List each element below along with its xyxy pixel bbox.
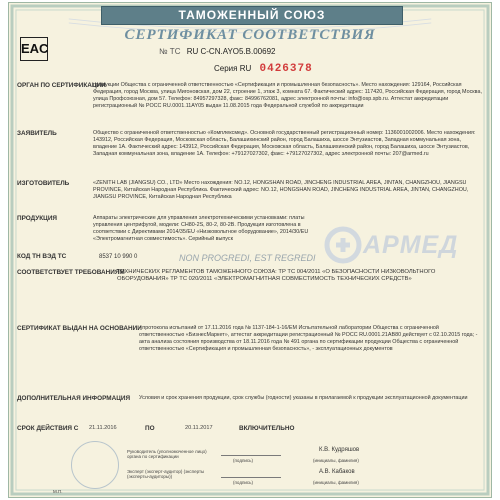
valid-from-date: 21.11.2016	[89, 425, 117, 431]
expert-sig-hint: (подпись)	[233, 480, 254, 485]
seal	[71, 441, 119, 489]
tnved-code: 8537 10 990 0	[99, 254, 138, 260]
applicant-label: ЗАЯВИТЕЛЬ	[17, 130, 57, 137]
basis-label: СЕРТИФИКАТ ВЫДАН НА ОСНОВАНИИ	[17, 325, 142, 332]
valid-from-label: СРОК ДЕЙСТВИЯ С	[17, 425, 79, 432]
product-text: Аппараты электрические для управления электротехническими установками: платы управления центрифугой, модели: CH80-2S, 80-2, 80-2B. Продукция изготовлена в соответствии с Директивами 2014/35/EU «Низковольтное оборудование», 2014/30/EU «Электромагнитная совместимость». Серийный выпуск	[93, 215, 309, 242]
number-label: № ТС	[159, 47, 181, 56]
head-name-hint: (инициалы, фамилия)	[313, 458, 359, 463]
expert-signature-line	[221, 477, 281, 478]
expert-name-hint: (инициалы, фамилия)	[313, 480, 359, 485]
customs-union-banner: ТАМОЖЕННЫЙ СОЮЗ	[101, 6, 403, 25]
manufacturer-label: ИЗГОТОВИТЕЛЬ	[17, 180, 70, 187]
eac-mark: EAC	[20, 37, 48, 61]
expert-name: А.В. Кабаков	[319, 469, 355, 475]
additional-label: ДОПОЛНИТЕЛЬНАЯ ИНФОРМАЦИЯ	[17, 395, 131, 402]
requirements-label: СООТВЕТСТВУЕТ ТРЕБОВАНИЯМ	[17, 269, 125, 276]
product-label: ПРОДУКЦИЯ	[17, 215, 58, 222]
head-sig-hint: (подпись)	[233, 458, 254, 463]
head-label: Руководитель (уполномоченное лицо) органа по сертификации	[127, 449, 207, 459]
certificate-series	[214, 63, 313, 75]
inclusive-label: ВКЛЮЧИТЕЛЬНО	[239, 425, 295, 432]
certificate-number	[159, 47, 275, 56]
mp-label: М.П.	[53, 489, 63, 494]
series-label: Серия RU	[214, 64, 252, 73]
cert-body-label: ОРГАН ПО СЕРТИФИКАЦИИ	[17, 82, 106, 89]
motto: NON PROGREDI, EST REGREDI	[179, 253, 316, 263]
basis-text: - протокола испытаний от 17.11.2016 года № 1137-184-1-16/ЕМ Испытательной лаборатории Общества с ограниченной ответственностью «БизнесМаркет», аттестат аккредитации регистрационный № POCC RU.0001.21АВ80 действует с 02.10.2015 года; - акта анализа состояния производства от 18.11.2016 года № 491 органа по сертификации продукции Общества с ограниченной ответственностью «Сертификация и промышленная безопасность», - эксплуатационных документов	[139, 325, 478, 352]
certificate-title: СЕРТИФИКАТ СООТВЕТСТВИЯ	[124, 27, 376, 43]
cert-body-text: продукции Общества с ограниченной ответственностью «Сертификация и промышленная безопасность». Место нахождения: 129164, Российская Федерация, город Москва, улица Мигоновская, дом 22, строение 1, этаж 3, комната 67. Фактический адрес: 117420, Российская Федерация, город Москва, улица Профсоюзная, дом 57. Телефон: 84957297328, факс: 84996762081, адрес электронной почты: info@osp.spb.ru. Аттестат аккредитации регистрационный № POCC RU.0001.11AY05 выдан 11.08.2015 года Федеральной службой по аккредитации	[93, 82, 482, 109]
tnved-label: КОД ТН ВЭД ТС	[17, 253, 67, 260]
armed-logo-text: АРМЕД	[363, 231, 459, 259]
head-signature-line	[221, 455, 281, 456]
applicant-text: Общество с ограниченной ответственностью «Комплексмед». Основной государственный регистрационный номер: 1136001002006. Место нахождения: 143912, Российская Федерация, Московская область, Балашихинский район, город Балашиха, шоссе Энтузиастов, Западная коммунальная зона, владение 1А. Фактический адрес: 143912, Российская Федерация, Московская область, Балашихинский район, город Балашиха, шоссе Энтузиастов, Западная коммунальная зона, владение 1А. Телефон: +79127027302, факс: +79127027302, адрес электронной почты: 207@armed.ru	[93, 130, 476, 157]
valid-to-date: 20.11.2017	[185, 425, 213, 431]
manufacturer-text: «ZENITH LAB (JIANGSU) CO., LTD» Место нахождения: NO.12, HONGSHAN ROAD, JINCHENG INDUSTRIAL AREA, JINTAN, CHANGZHOU, JIANGSU PROVINCE, Китайская Народная Республика. Фактический адрес: NO.12, HONGSHAN ROAD, JINCHENG INDUSTRIAL AREA, JINTAN, CHANGZHOU, JIANGSU PROVINCE, Китайская Народная Республика	[93, 180, 469, 200]
expert-label: Эксперт (эксперт-аудитор) (эксперты (эксперты-аудиторы))	[127, 469, 205, 479]
requirements-text: ТЕХНИЧЕСКИХ РЕГЛАМЕНТОВ ТАМОЖЕННОГО СОЮЗА: ТР ТС 004/2011 «О БЕЗОПАСНОСТИ НИЗКОВОЛЬТНОГО ОБОРУДОВАНИЯ» ТР ТС 020/2011 «ЭЛЕКТРОМАГНИТНАЯ СОВМЕСТИМОСТЬ ТЕХНИЧЕСКИХ СРЕДСТВ»	[117, 269, 436, 282]
additional-text: Условия и срок хранения продукции, срок службы (годности) указаны в прилагаемой к продукции эксплуатационной документации	[139, 395, 468, 401]
certificate	[8, 2, 492, 498]
number-value: RU C-CN.AYO5.B.00692	[186, 47, 276, 56]
series-number: 0426378	[259, 63, 313, 75]
head-name: К.В. Кудряшов	[319, 447, 360, 453]
valid-to-label: ПО	[145, 425, 155, 432]
